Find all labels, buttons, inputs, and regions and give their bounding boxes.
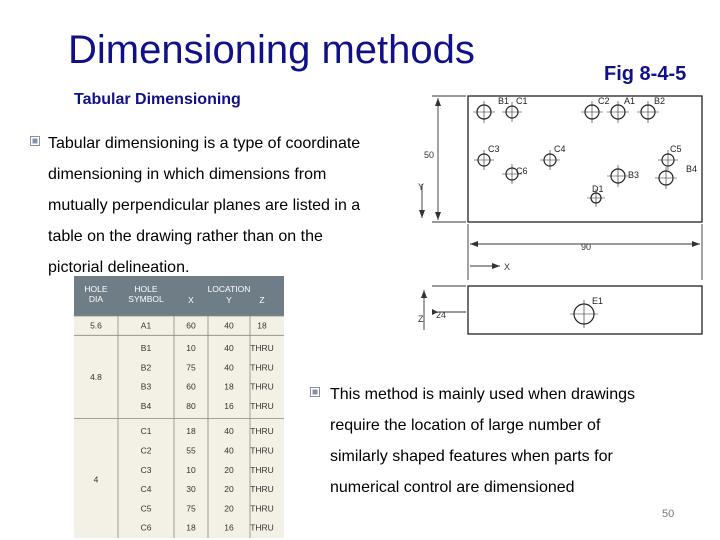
cell-hole-dia: 4	[93, 474, 99, 485]
cell-hole-symbol: C6	[140, 522, 152, 533]
cell-y: 16	[224, 522, 234, 533]
cell-z: THRU	[250, 464, 274, 475]
cell-x: 10	[186, 342, 196, 353]
bullet-icon	[30, 136, 40, 146]
hole-label: D1	[592, 184, 604, 194]
cell-y: 40	[224, 342, 234, 353]
figure-label: Fig 8-4-5	[604, 63, 687, 85]
cell-z: THRU	[250, 503, 274, 514]
paragraph-line: Tabular dimensioning is a type of coordinate	[48, 135, 361, 152]
cell-hole-symbol: C3	[140, 464, 152, 475]
cell-hole-symbol: B3	[140, 381, 152, 392]
cell-z: THRU	[250, 381, 274, 392]
cell-y: 20	[224, 464, 234, 475]
header-y: Y	[226, 295, 232, 305]
cell-z: THRU	[250, 484, 274, 495]
paragraph-line: similarly shaped features when parts for	[330, 448, 613, 465]
cell-z: 18	[257, 320, 267, 331]
cell-x: 18	[186, 426, 196, 437]
header-z: Z	[259, 295, 265, 305]
paragraph-tabular-definition	[48, 128, 408, 283]
dimension-24: 24	[436, 310, 447, 320]
cell-x: 18	[186, 522, 196, 533]
cell-x: 60	[186, 320, 196, 331]
slide-subtitle: Tabular Dimensioning	[74, 91, 241, 108]
hole-location-table	[74, 276, 284, 538]
table-header-band	[74, 276, 284, 316]
cell-x: 55	[186, 445, 196, 456]
cell-hole-dia: 4.8	[90, 371, 102, 382]
front-view-plate	[468, 286, 702, 334]
cell-z: THRU	[250, 445, 274, 456]
cell-y: 40	[224, 426, 234, 437]
cell-hole-symbol: C5	[140, 503, 152, 514]
cell-y: 16	[224, 400, 234, 411]
slide-title: Dimensioning methods	[68, 28, 475, 72]
hole-label: E1	[592, 296, 604, 306]
cell-z: THRU	[250, 362, 274, 373]
cell-y: 18	[224, 381, 234, 392]
cell-z: THRU	[250, 522, 274, 533]
paragraph-line: pictorial delineation.	[48, 259, 190, 276]
cell-y: 40	[224, 362, 234, 373]
hole-label: C5	[670, 144, 682, 154]
hole-label: A1	[624, 96, 636, 106]
cell-x: 10	[186, 464, 196, 475]
hole-centerline	[607, 165, 629, 187]
cell-hole-symbol: A1	[140, 320, 152, 331]
bullet-icon	[310, 387, 320, 397]
cell-hole-dia: 5.6	[90, 320, 102, 331]
cell-z: THRU	[250, 400, 274, 411]
axis-y-label: Y	[418, 182, 425, 192]
page-number: 50	[662, 508, 675, 520]
dimension-50: 50	[423, 150, 434, 160]
hole-label: C1	[516, 96, 528, 106]
hole-label: B1	[498, 96, 510, 106]
hole-label: B2	[654, 96, 666, 106]
paragraph-line: dimensioning in which dimensions from	[48, 166, 327, 183]
paragraph-line: mutually perpendicular planes are listed in a	[48, 197, 361, 214]
cell-z: THRU	[250, 342, 274, 353]
header-word: SYMBOL	[128, 294, 164, 304]
header-x: X	[188, 295, 194, 305]
coordinate-drawing	[408, 90, 710, 336]
header-location: LOCATION	[207, 284, 251, 294]
hole-centerline	[473, 101, 495, 123]
axis-z-label: Z	[418, 314, 424, 324]
paragraph-line: This method is mainly used when drawings	[330, 386, 636, 403]
hole-label: C3	[488, 144, 500, 154]
header-word: HOLE	[84, 284, 108, 294]
cell-x: 75	[186, 362, 196, 373]
hole-label: C2	[598, 96, 610, 106]
cell-hole-symbol: C1	[140, 426, 152, 437]
cell-hole-symbol: C4	[140, 484, 152, 495]
cell-x: 75	[186, 503, 196, 514]
paragraph-line: require the location of large number of	[330, 417, 601, 434]
cell-x: 30	[186, 484, 196, 495]
cell-hole-symbol: B4	[140, 400, 152, 411]
paragraph-line: table on the drawing rather than on the	[48, 228, 323, 245]
hole-label: B3	[628, 170, 640, 180]
cell-hole-symbol: B1	[140, 342, 152, 353]
paragraph-usage	[330, 379, 710, 503]
hole-label: B4	[686, 164, 698, 174]
cell-hole-symbol: C2	[140, 445, 152, 456]
cell-y: 20	[224, 503, 234, 514]
axis-x-label: X	[504, 262, 511, 272]
cell-x: 60	[186, 381, 196, 392]
cell-y: 40	[224, 445, 234, 456]
paragraph-line: numerical control are dimensioned	[330, 479, 575, 496]
hole-label: C6	[516, 166, 528, 176]
header-word: DIA	[88, 294, 104, 304]
cell-x: 80	[186, 400, 196, 411]
cell-z: THRU	[250, 426, 274, 437]
hole-centerline	[655, 167, 677, 189]
cell-y: 20	[224, 484, 234, 495]
dimension-90: 90	[580, 242, 592, 252]
hole-label: C4	[554, 144, 566, 154]
header-word: HOLE	[134, 284, 158, 294]
cell-hole-symbol: B2	[140, 362, 152, 373]
cell-y: 40	[224, 320, 234, 331]
